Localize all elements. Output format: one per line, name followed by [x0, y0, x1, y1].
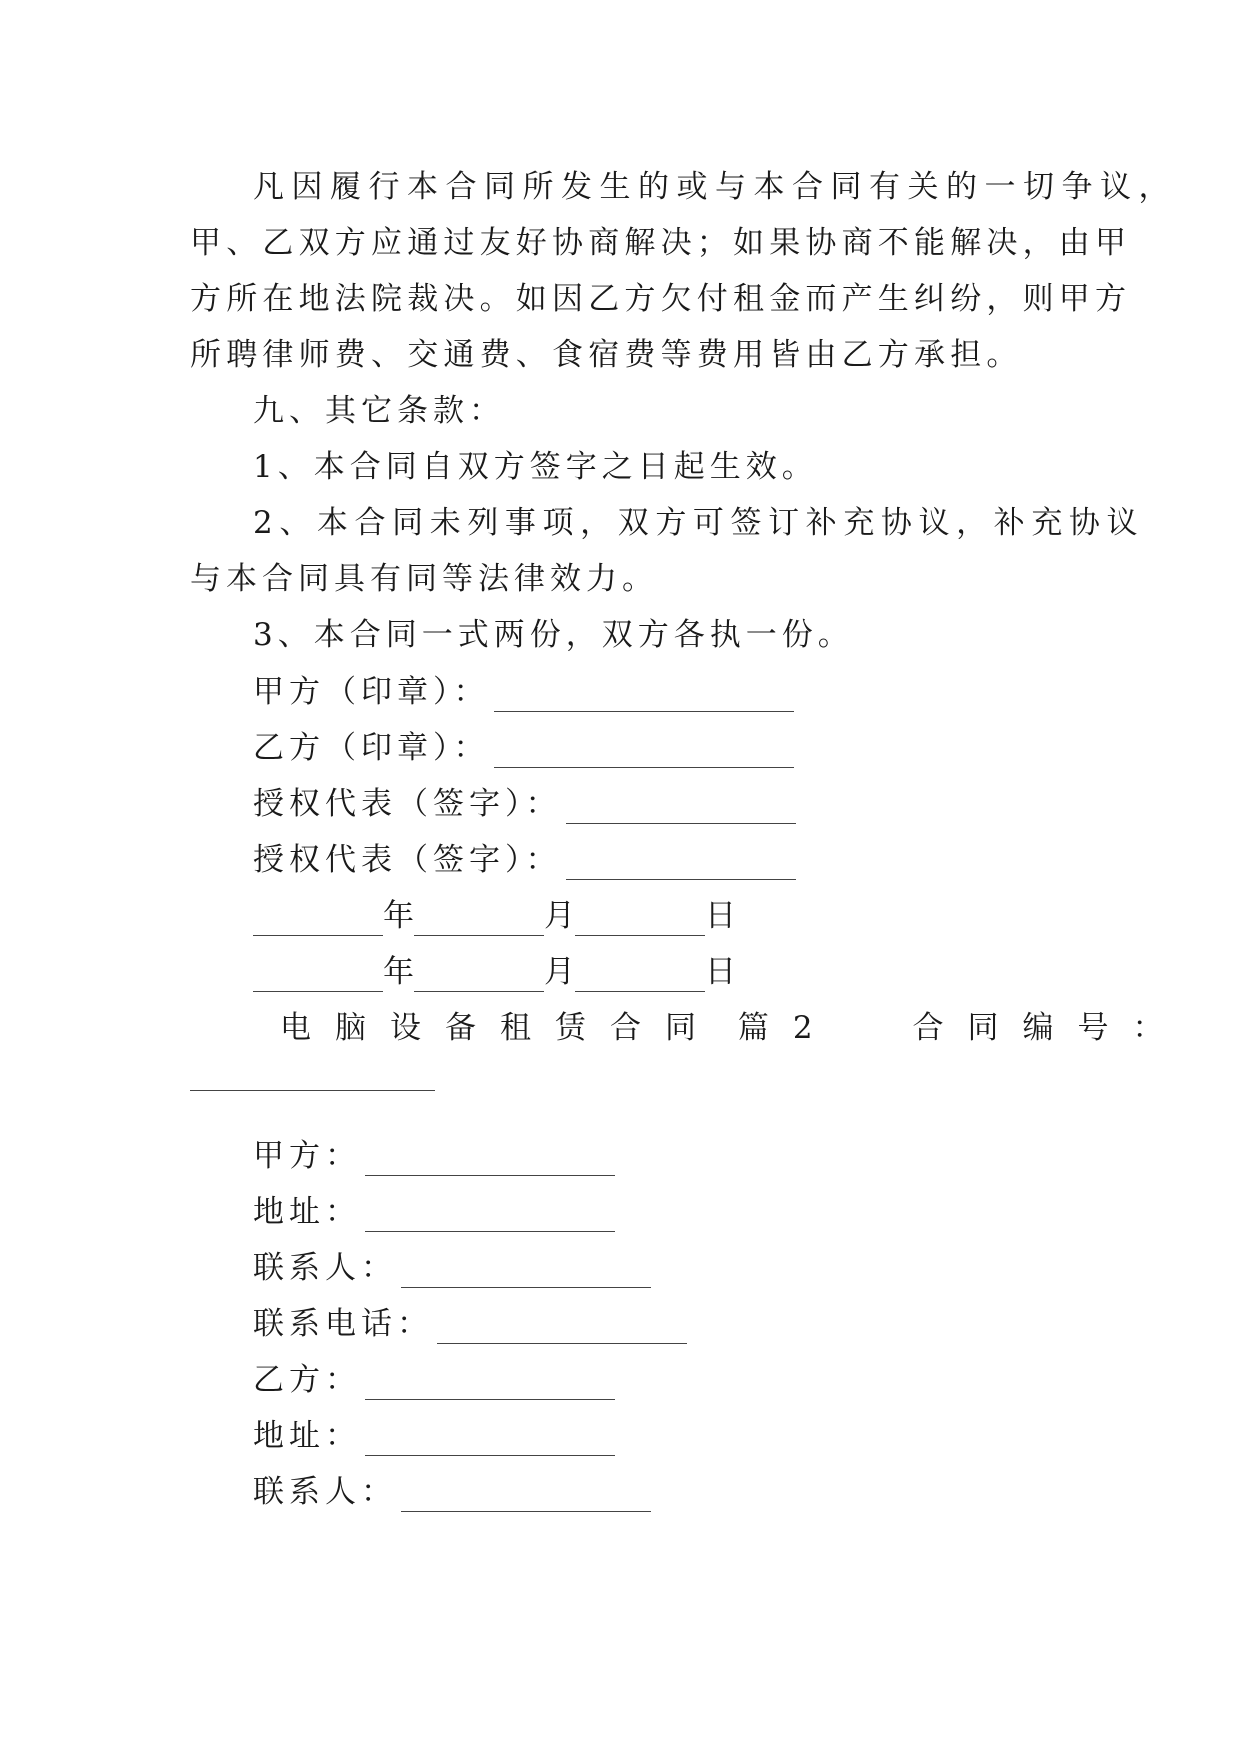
- contract-title-line: [280, 1008, 1187, 1048]
- date-line-2: [253, 952, 736, 992]
- representative-1-blank: [566, 795, 796, 824]
- dispute-paragraph-line-1: 凡因履行本合同所发生的或与本合同有关的一切争议，: [253, 169, 1177, 205]
- party-b-label: 乙方：: [253, 1362, 361, 1398]
- party-a-seal-field: [253, 672, 794, 712]
- party-b-blank: [365, 1371, 615, 1400]
- address-b-label: 地址：: [253, 1418, 361, 1454]
- representative-2-field: [253, 840, 796, 880]
- clause-item-1: 1、本合同自双方签字之日起生效。: [253, 449, 818, 485]
- party-b-seal-field: [253, 728, 794, 768]
- contract-number-label: 合同编号：: [912, 1010, 1188, 1046]
- month-blank: [414, 963, 544, 992]
- day-blank: [575, 963, 705, 992]
- representative-1-field: [253, 784, 796, 824]
- representative-1-label: 授权代表（签字）：: [253, 786, 562, 822]
- contract-title: 电脑设备租赁合同: [280, 1010, 720, 1046]
- year-label: 年: [383, 898, 414, 934]
- contact-b-field: [253, 1472, 651, 1512]
- clause-item-2-line-1: 2、本合同未列事项，双方可签订补充协议，补充协议: [253, 505, 1145, 541]
- representative-2-label: 授权代表（签字）：: [253, 842, 562, 878]
- year-label: 年: [383, 954, 414, 990]
- representative-2-blank: [566, 851, 796, 880]
- address-a-label: 地址：: [253, 1194, 361, 1230]
- contact-a-field: [253, 1248, 651, 1288]
- contact-a-label: 联系人：: [253, 1250, 397, 1286]
- contact-b-blank: [401, 1483, 651, 1512]
- address-b-field: [253, 1416, 615, 1456]
- section-heading: 九、其它条款：: [253, 393, 505, 429]
- year-blank: [253, 907, 383, 936]
- year-blank: [253, 963, 383, 992]
- address-a-blank: [365, 1203, 615, 1232]
- contact-a-blank: [401, 1259, 651, 1288]
- party-b-field: [253, 1360, 615, 1400]
- party-a-seal-label: 甲方（印章）：: [253, 674, 490, 710]
- address-a-field: [253, 1192, 615, 1232]
- day-blank: [575, 907, 705, 936]
- party-a-blank: [365, 1147, 615, 1176]
- party-a-seal-blank: [494, 683, 794, 712]
- phone-a-field: [253, 1304, 687, 1344]
- contract-part: 篇2: [737, 1010, 837, 1046]
- month-label: 月: [544, 954, 575, 990]
- clause-item-3: 3、本合同一式两份，双方各执一份。: [253, 617, 854, 653]
- clause-item-2-line-2: 与本合同具有同等法律效力。: [190, 561, 658, 597]
- day-label: 日: [705, 898, 736, 934]
- party-b-seal-label: 乙方（印章）：: [253, 730, 490, 766]
- phone-a-label: 联系电话：: [253, 1306, 433, 1342]
- party-a-field: [253, 1136, 615, 1176]
- dispute-paragraph-line-4: 所聘律师费、交通费、食宿费等费用皆由乙方承担。: [190, 337, 1023, 373]
- contract-number-blank: [190, 1090, 435, 1091]
- party-a-label: 甲方：: [253, 1138, 361, 1174]
- month-blank: [414, 907, 544, 936]
- contact-b-label: 联系人：: [253, 1474, 397, 1510]
- party-b-seal-blank: [494, 739, 794, 768]
- month-label: 月: [544, 898, 575, 934]
- address-b-blank: [365, 1427, 615, 1456]
- dispute-paragraph-line-3: 方所在地法院裁决。如因乙方欠付租金而产生纠纷，则甲方: [190, 281, 1132, 317]
- date-line-1: [253, 896, 736, 936]
- day-label: 日: [705, 954, 736, 990]
- dispute-paragraph-line-2: 甲、乙双方应通过友好协商解决；如果协商不能解决，由甲: [190, 225, 1132, 261]
- phone-a-blank: [437, 1315, 687, 1344]
